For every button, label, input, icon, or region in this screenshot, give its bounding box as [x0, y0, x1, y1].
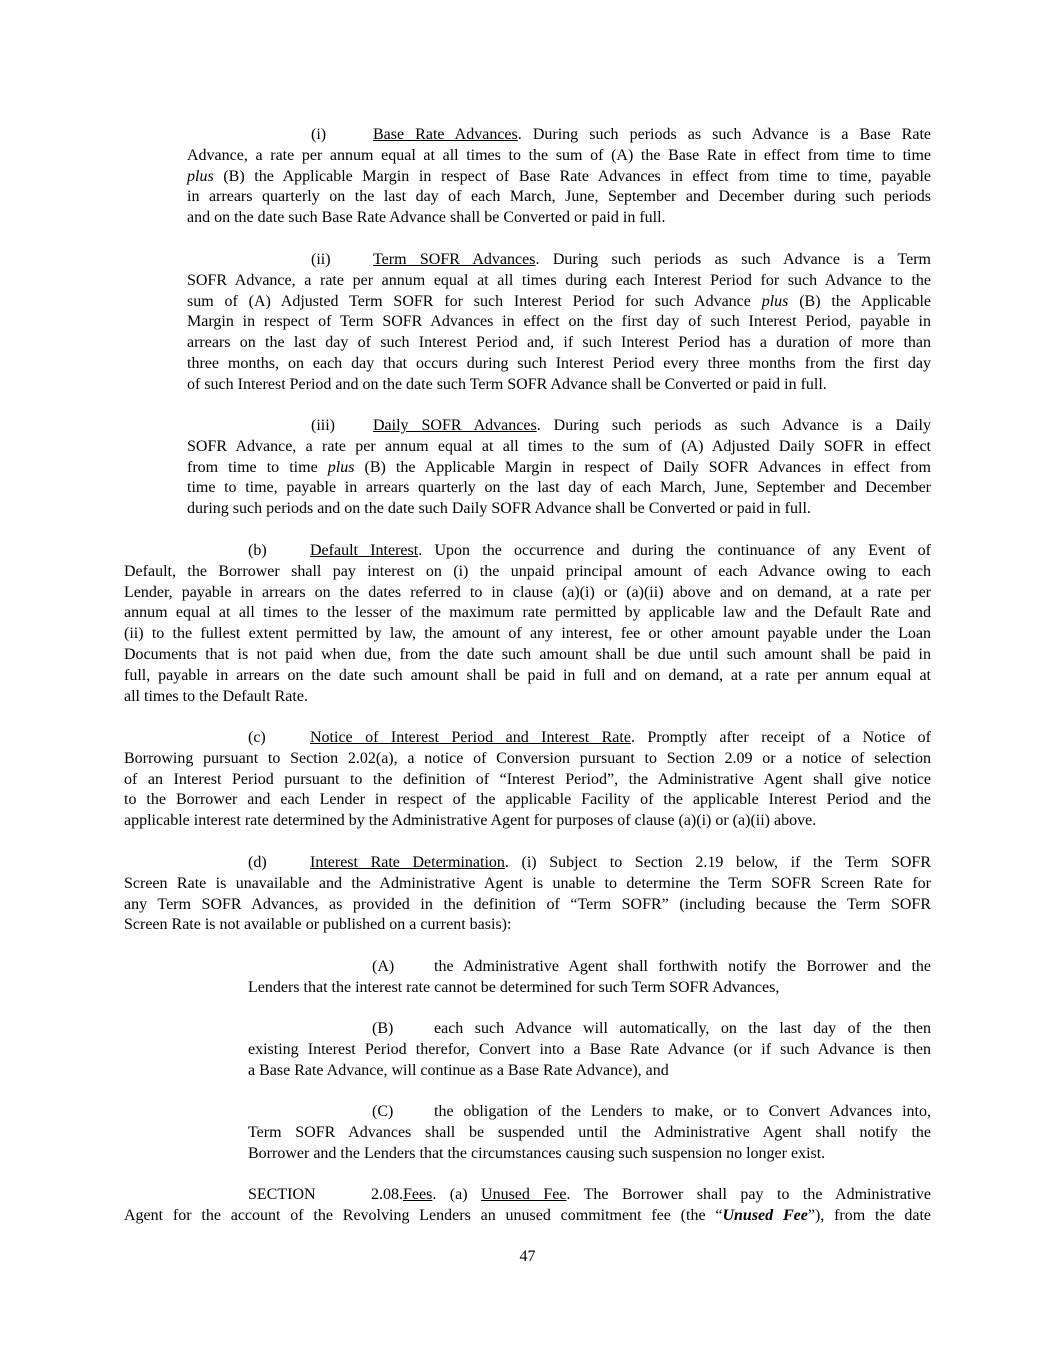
clause-number: (c) [248, 729, 266, 746]
clause-heading: Base Rate Advances [373, 126, 518, 143]
clause-number: (B) [372, 1020, 394, 1037]
clause-d: (d) Interest Rate Determination. (i) Subject to Section 2.19 below, if the Term SOFR Screen Rate is unavailable and the Administrative Agent is unable to determine the Term SOFR Screen Rate for any Term SOFR Advances, as provided in the definition of “Term SOFR” (including because the Term SOFR Screen Rate is not available or published on a current basis): [124, 854, 931, 934]
clause-number: (A) [372, 958, 395, 975]
clause-heading: Interest Rate Determination [310, 854, 505, 871]
sub-heading: Unused Fee [481, 1186, 567, 1203]
defined-term: Unused Fee [722, 1206, 808, 1224]
section-number: SECTION 2.08. [248, 1186, 403, 1203]
clause-number: (d) [248, 854, 267, 871]
clause-d-A: (A) the Administrative Agent shall forthwith notify the Borrower and the Lenders that the interest rate cannot be determined for such Term SOFR Advances, [248, 958, 931, 996]
clause-c: (c) Notice of Interest Period and Interest Rate. Promptly after receipt of a Notice of Borrowing pursuant to Section 2.02(a), a notice of Conversion pursuant to Section 2.09 or a notice of selection of an Interest Period pursuant to the definition of “Interest Period”, the Administrative Agent shall give notice to the Borrower and each Lender in respect of the applicable Facility of the applicable Interest Period and the applicable interest rate determined by the Administrative Agent for purposes of clause (a)(i) or (a)(ii) above. [124, 729, 932, 830]
clause-number: (b) [248, 542, 267, 559]
clause-heading: Term SOFR Advances [373, 251, 536, 268]
clause-heading: Default Interest [310, 542, 419, 559]
clause-a-i: (i) Base Rate Advances. During such periods as such Advance is a Base Rate Advance, a rate per annum equal at all times to the sum of (A) the Base Rate in effect from time to time plus (B) the Applicable Margin in respect of Base Rate Advances in effect from time to time, payable in arrears quarterly on the last day of each March, June, September and December during such periods and on the date such Base Rate Advance shall be Converted or paid in full. [187, 126, 932, 227]
clause-d-B: (B) each such Advance will automatically, on the last day of the then existing Interest Period therefor, Convert into a Base Rate Advance (or if such Advance is then a Base Rate Advance, will continue as a Base Rate Advance), and [248, 1020, 931, 1079]
page-number: 47 [519, 1248, 536, 1265]
clause-a-iii: (iii) Daily SOFR Advances. During such periods as such Advance is a Daily SOFR Advance, a rate per annum equal at all times to the sum of (A) Adjusted Daily SOFR in effect from time to time plus (B) the Applicable Margin in respect of Daily SOFR Advances in effect from time to time, payable in arrears quarterly on the last day of each March, June, September and December during such periods and on the date such Daily SOFR Advance shall be Converted or paid in full. [187, 417, 932, 518]
clause-number: (i) [311, 126, 327, 143]
clause-heading: Daily SOFR Advances [373, 417, 537, 434]
clause-a-ii: (ii) Term SOFR Advances. During such periods as such Advance is a Term SOFR Advance, a rate per annum equal at all times during each Interest Period for such Advance to the sum of (A) Adjusted Term SOFR for such Interest Period for such Advance plus (B) the Applicable Margin in respect of Term SOFR Advances in effect on the first day of such Interest Period, payable in arrears on the last day of such Interest Period and, if such Interest Period has a duration of more than three months, on each day that occurs during such Interest Period every three months from the first day of such Interest Period and on the date such Term SOFR Advance shall be Converted or paid in full. [187, 251, 932, 393]
clause-number: (C) [372, 1103, 394, 1120]
clause-b: (b) Default Interest. Upon the occurrence and during the continuance of any Event of Default, the Borrower shall pay interest on (i) the unpaid principal amount of each Advance owing to each Lender, payable in arrears on the dates referred to in clause (a)(i) or (a)(ii) above and on demand, at a rate per annum equal at all times to the lesser of the maximum rate permitted by applicable law and the Default Rate and (ii) to the fullest extent permitted by law, the amount of any interest, fee or other amount payable under the Loan Documents that is not paid when due, from the date such amount shall be due until such amount shall be paid in full, payable in arrears on the date such amount shall be paid in full and on demand, at a rate per annum equal at all times to the Default Rate. [124, 542, 932, 705]
section-heading: Fees [403, 1186, 433, 1203]
clause-heading: Notice of Interest Period and Interest Rate [310, 729, 631, 746]
clause-number: (iii) [311, 417, 335, 434]
clause-d-C: (C) the obligation of the Lenders to make, or to Convert Advances into, Term SOFR Advances shall be suspended until the Administrative Agent shall notify the Borrower and the Lenders that the circumstances causing such suspension no longer exist. [248, 1103, 931, 1162]
section-2-08: SECTION 2.08.Fees. (a) Unused Fee. The Borrower shall pay to the Administrative Agent for the account of the Revolving Lenders an unused commitment fee (the “Unused Fee”), from the date [124, 1186, 932, 1224]
clause-number: (ii) [311, 251, 331, 268]
